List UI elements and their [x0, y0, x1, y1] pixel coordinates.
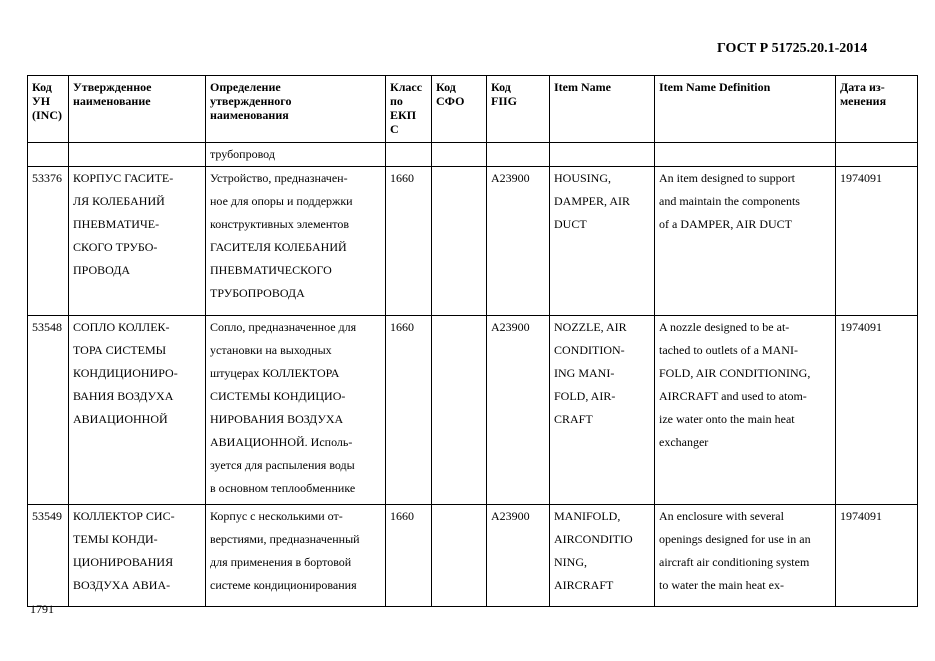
cell-line: A23900: [491, 320, 530, 334]
cell-fiig: [487, 505, 550, 607]
header-line: наименование: [73, 94, 151, 108]
header-line: Код: [491, 80, 511, 94]
cell-line: Корпус с несколькими от-: [210, 509, 343, 523]
cell-line: ПНЕВМАТИЧЕСКОГО: [210, 263, 332, 277]
header-line: Item Name Definition: [659, 80, 771, 94]
cell-name: [69, 167, 206, 316]
cell-line: CONDITION-: [554, 343, 625, 357]
cell-item-def: [655, 167, 836, 316]
cell-line: Сопло, предназначенное для: [210, 320, 357, 334]
table-cell: [386, 143, 432, 167]
cell-line: СОПЛО КОЛЛЕК-: [73, 320, 170, 334]
cell-line: NOZZLE, AIR: [554, 320, 627, 334]
cell-line: ize water onto the main heat: [659, 412, 795, 426]
cell-definition: [206, 316, 386, 505]
cell-line: AIRCONDITIO: [554, 532, 633, 546]
header-sfo-code: [432, 76, 487, 143]
header-line: менения: [840, 94, 887, 108]
cell-class: [386, 316, 432, 505]
table-cell: [550, 143, 655, 167]
header-item-name: [550, 76, 655, 143]
cell-item-def: [655, 505, 836, 607]
cell-line: DUCT: [554, 217, 587, 231]
table-cell: [69, 143, 206, 167]
cell-line: Устройство, предназначен-: [210, 171, 348, 185]
continuation-row: [28, 143, 918, 167]
cell-line: в основном теплообменнике: [210, 481, 356, 495]
header-line: по: [390, 94, 403, 108]
cell-line: 1660: [390, 171, 414, 185]
cell-line: конструктивных элементов: [210, 217, 350, 231]
cell-code: [28, 505, 69, 607]
cell-line: КОРПУС ГАСИТЕ-: [73, 171, 174, 185]
header-line: Определение: [210, 80, 281, 94]
cell-line: ВАНИЯ ВОЗДУХА: [73, 389, 174, 403]
cell-line: 53549: [32, 509, 62, 523]
cell-line: установки на выходных: [210, 343, 332, 357]
table-cell: трубопровод: [206, 143, 386, 167]
cell-line: АВИАЦИОННОЙ. Исполь-: [210, 435, 353, 449]
cell-line: An enclosure with several: [659, 509, 784, 523]
cell-date: [836, 505, 918, 607]
cell-line: СКОГО ТРУБО-: [73, 240, 158, 254]
cell-line: NING,: [554, 555, 587, 569]
cell-code: [28, 167, 69, 316]
table-cell: [28, 143, 69, 167]
header-line: утвержденного: [210, 94, 292, 108]
cell-definition: [206, 167, 386, 316]
cell-line: АВИАЦИОННОЙ: [73, 412, 168, 426]
cell-line: A23900: [491, 171, 530, 185]
table-row: [28, 505, 918, 607]
cell-line: ING MANI-: [554, 366, 615, 380]
document-code: ГОСТ Р 51725.20.1-2014: [717, 41, 868, 56]
cell-sfo: [432, 167, 487, 316]
cell-line: 1974091: [840, 320, 882, 334]
cell-item-def: [655, 316, 836, 505]
cell-line: to water the main heat ex-: [659, 578, 784, 592]
cell-line: ТРУБОПРОВОДА: [210, 286, 305, 300]
cell-line: of a DAMPER, AIR DUCT: [659, 217, 793, 231]
cell-line: A23900: [491, 509, 530, 523]
page-number: 1791: [30, 602, 54, 616]
header-line: Код: [32, 80, 52, 94]
header-line: (INC): [32, 108, 62, 122]
table-row: [28, 167, 918, 316]
header-line: наименования: [210, 108, 289, 122]
header-line: Item Name: [554, 80, 611, 94]
cell-line: 53376: [32, 171, 62, 185]
cell-line: ПРОВОДА: [73, 263, 131, 277]
cell-line: 1974091: [840, 509, 882, 523]
header-inc-code: [28, 76, 69, 143]
cell-definition: [206, 505, 386, 607]
cell-line: DAMPER, AIR: [554, 194, 631, 208]
cell-line: and maintain the components: [659, 194, 800, 208]
header-line: С: [390, 122, 399, 136]
header-line: Класс: [390, 80, 423, 94]
table-cell: [487, 143, 550, 167]
table-row: [28, 316, 918, 505]
cell-line: HOUSING,: [554, 171, 611, 185]
table-cell: [655, 143, 836, 167]
cell-name: [69, 505, 206, 607]
cell-class: [386, 505, 432, 607]
header-line: СФО: [436, 94, 465, 108]
header-line: ЕКП: [390, 108, 417, 122]
header-line: Утвержденное: [73, 80, 152, 94]
cell-line: КОНДИЦИОНИРО-: [73, 366, 178, 380]
cell-item-name: [550, 167, 655, 316]
header-row: [28, 76, 918, 143]
spec-table: [27, 75, 918, 607]
cell-line: AIRCRAFT: [554, 578, 614, 592]
cell-line: openings designed for use in an: [659, 532, 811, 546]
cell-line: НИРОВАНИЯ ВОЗДУХА: [210, 412, 344, 426]
cell-class: [386, 167, 432, 316]
cell-fiig: [487, 316, 550, 505]
cell-line: 53548: [32, 320, 62, 334]
cell-fiig: [487, 167, 550, 316]
cell-line: СИСТЕМЫ КОНДИЦИО-: [210, 389, 346, 403]
cell-item-name: [550, 316, 655, 505]
cell-line: ЛЯ КОЛЕБАНИЙ: [73, 194, 165, 208]
cell-line: 1660: [390, 320, 414, 334]
header-fiig-code: [487, 76, 550, 143]
cell-line: ЦИОНИРОВАНИЯ: [73, 555, 174, 569]
header-line: Дата из-: [840, 80, 885, 94]
cell-line: для применения в бортовой: [210, 555, 352, 569]
cell-line: зуется для распыления воды: [210, 458, 355, 472]
cell-line: 1660: [390, 509, 414, 523]
cell-line: MANIFOLD,: [554, 509, 621, 523]
cell-date: [836, 316, 918, 505]
table-cell: [432, 143, 487, 167]
header-definition: [206, 76, 386, 143]
header-approved-name: [69, 76, 206, 143]
header-class: [386, 76, 432, 143]
header-item-definition: [655, 76, 836, 143]
cell-line: системе кондиционирования: [210, 578, 357, 592]
cell-date: [836, 167, 918, 316]
cell-line: верстиями, предназначенный: [210, 532, 360, 546]
cell-line: tached to outlets of a MANI-: [659, 343, 798, 357]
cell-line: ТОРА СИСТЕМЫ: [73, 343, 167, 357]
cell-sfo: [432, 505, 487, 607]
cell-line: ВОЗДУХА АВИА-: [73, 578, 171, 592]
header-line: FIIG: [491, 94, 518, 108]
cell-line: CRAFT: [554, 412, 593, 426]
cell-line: FOLD, AIR-: [554, 389, 616, 403]
cell-code: [28, 316, 69, 505]
cell-line: ное для опоры и поддержки: [210, 194, 353, 208]
cell-line: штуцерах КОЛЛЕКТОРА: [210, 366, 340, 380]
cell-line: AIRCRAFT and used to atom-: [659, 389, 807, 403]
cell-line: КОЛЛЕКТОР СИС-: [73, 509, 175, 523]
cell-line: FOLD, AIR CONDITIONING,: [659, 366, 811, 380]
cell-sfo: [432, 316, 487, 505]
header-line: Код: [436, 80, 456, 94]
cell-item-name: [550, 505, 655, 607]
cell-line: A nozzle designed to be at-: [659, 320, 790, 334]
header-change-date: [836, 76, 918, 143]
cell-line: aircraft air conditioning system: [659, 555, 810, 569]
header-line: УН: [32, 94, 51, 108]
cell-line: ТЕМЫ КОНДИ-: [73, 532, 158, 546]
cell-line: An item designed to support: [659, 171, 795, 185]
cell-line: 1974091: [840, 171, 882, 185]
table-cell: [836, 143, 918, 167]
cell-line: exchanger: [659, 435, 709, 449]
cell-line: ПНЕВМАТИЧЕ-: [73, 217, 160, 231]
cell-line: ГАСИТЕЛЯ КОЛЕБАНИЙ: [210, 240, 347, 254]
cell-name: [69, 316, 206, 505]
